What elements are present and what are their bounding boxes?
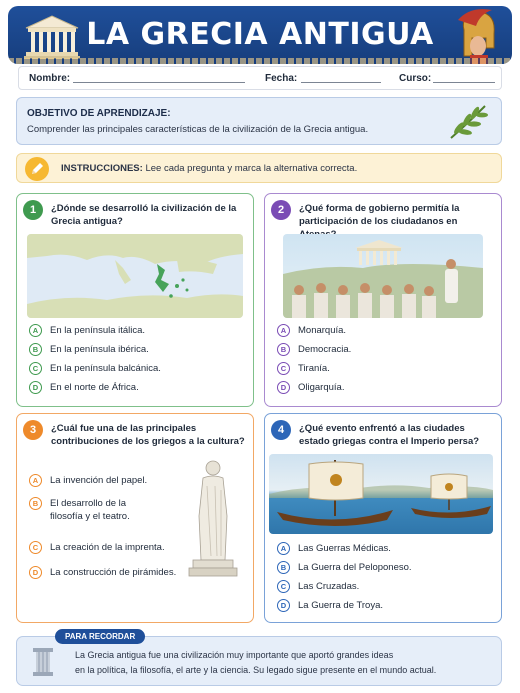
option-b[interactable] (29, 497, 155, 523)
option-text: La invención del papel. (50, 475, 148, 486)
option-d[interactable] (29, 566, 176, 579)
option-d[interactable] (29, 381, 139, 394)
option-text: La construcción de pirámides. (50, 567, 177, 578)
reminder-text-line-2: en la política, la filosofía, el arte y la ciencia. Su legado sigue presente en el mundo actual. (75, 665, 437, 675)
option-letter: B (277, 561, 290, 574)
instructions-body: Lee cada pregunta y marca la alternativa correcta. (142, 163, 358, 174)
option-letter: D (29, 566, 42, 579)
learning-objective-box (16, 97, 502, 145)
option-letter: C (277, 580, 290, 593)
option-text: La Guerra de Troya. (298, 600, 384, 611)
option-c[interactable] (29, 541, 165, 554)
option-text: La Guerra del Peloponeso. (298, 562, 412, 573)
instructions-label: INSTRUCCIONES: (61, 163, 143, 174)
option-text: La creación de la imprenta. (50, 542, 165, 553)
question-number: 1 (23, 200, 43, 220)
name-field[interactable] (73, 82, 245, 83)
course-label: Curso: (399, 73, 432, 84)
option-a[interactable] (277, 542, 391, 555)
question-card-4 (264, 413, 502, 623)
option-letter: B (29, 497, 42, 510)
assembly-illustration (283, 234, 483, 318)
option-a[interactable] (29, 324, 145, 337)
option-text: En la península itálica. (50, 325, 146, 336)
instructions-box (16, 153, 502, 183)
option-text: En la península balcánica. (50, 363, 161, 374)
option-text: En el norte de África. (50, 382, 139, 393)
column-icon (31, 647, 55, 677)
option-letter: C (29, 541, 42, 554)
instructions-text (61, 163, 357, 174)
option-text: Tiranía. (298, 363, 330, 374)
option-letter: C (29, 362, 42, 375)
option-c[interactable] (277, 580, 359, 593)
course-field[interactable] (433, 82, 495, 83)
question-text: ¿Cuál fue una de las principales contribuciones de los griegos a la cultura? (51, 423, 245, 447)
option-text: En la península ibérica. (50, 344, 149, 355)
objective-title: OBJETIVO DE APRENDIZAJE: (27, 108, 171, 119)
option-letter: A (277, 542, 290, 555)
question-number: 3 (23, 420, 43, 440)
option-letter: D (29, 381, 42, 394)
question-number: 4 (271, 420, 291, 440)
option-text: Las Guerras Médicas. (298, 543, 391, 554)
name-label: Nombre: (29, 73, 71, 84)
option-text: Monarquía. (298, 325, 347, 336)
ships-illustration (269, 454, 493, 534)
option-letter: A (29, 474, 42, 487)
option-b[interactable] (277, 343, 351, 356)
option-letter: A (29, 324, 42, 337)
student-info-row (18, 66, 502, 90)
option-letter: D (277, 381, 290, 394)
option-a[interactable] (277, 324, 346, 337)
option-text: Las Cruzadas. (298, 581, 360, 592)
question-text: ¿Dónde se desarrolló la civilización de la Grecia antigua? (51, 203, 237, 227)
option-a[interactable] (29, 474, 147, 487)
option-text: Oligarquía. (298, 382, 345, 393)
option-letter: A (277, 324, 290, 337)
option-b[interactable] (277, 561, 412, 574)
page-title: LA GRECIA ANTIGUA (86, 17, 434, 52)
date-field[interactable] (301, 82, 381, 83)
option-letter: D (277, 599, 290, 612)
helmet-icon (450, 8, 502, 64)
question-card-2 (264, 193, 502, 407)
option-c[interactable] (277, 362, 330, 375)
option-letter: B (29, 343, 42, 356)
option-letter: B (277, 343, 290, 356)
option-c[interactable] (29, 362, 161, 375)
option-letter: C (277, 362, 290, 375)
statue-icon (185, 456, 241, 580)
pencil-icon (25, 157, 49, 181)
objective-text: Comprender las principales características de la civilización de la Grecia antigua. (27, 124, 369, 135)
reminder-tag: PARA RECORDAR (55, 629, 145, 644)
option-b[interactable] (29, 343, 149, 356)
question-text: ¿Qué forma de gobierno permitía la participación de los ciudadanos en (299, 203, 460, 227)
question-card-1 (16, 193, 254, 407)
map-illustration (27, 234, 243, 318)
header-banner (8, 6, 512, 64)
date-label: Fecha: (265, 73, 298, 84)
olive-branch-icon (445, 102, 491, 142)
question-text: ¿Qué evento enfrentó a las ciudades estado griegas contra el Imperio persa? (299, 423, 480, 447)
question-card-3 (16, 413, 254, 623)
option-d[interactable] (277, 599, 383, 612)
option-text: El desarrollo de la filosofía y el teatro. (50, 498, 130, 522)
question-number: 2 (271, 200, 291, 220)
reminder-text-line-1: La Grecia antigua fue una civilización muy importante que aportó grandes ideas (75, 650, 394, 660)
option-text: Democracia. (298, 344, 352, 355)
option-d[interactable] (277, 381, 344, 394)
reminder-box (16, 632, 502, 686)
